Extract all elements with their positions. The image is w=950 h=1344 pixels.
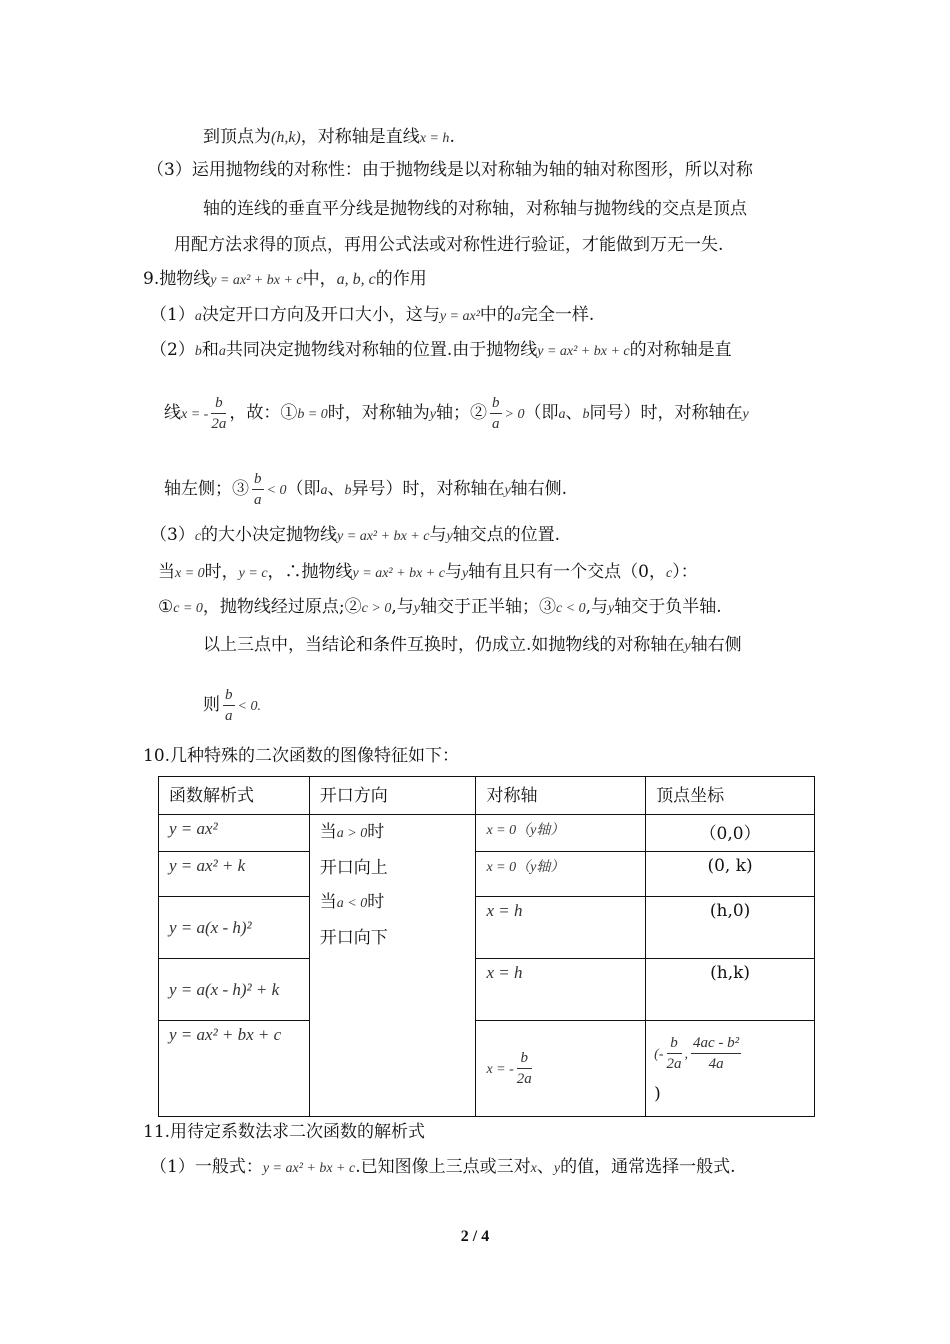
open-up-text: 开口向上: [319, 858, 388, 878]
open-down-text: 开口向下: [319, 928, 388, 948]
open-up-condition: 当a > 0时: [319, 822, 385, 842]
table-cell-formula: y = a(x - h)²: [159, 897, 310, 959]
table-header: 开口方向: [309, 777, 476, 815]
text-line-a-role: （1）a决定开口方向及开口大小，这与y = ax²中的a完全一样.: [150, 305, 595, 325]
table-cell-vertex: [646, 1021, 815, 1117]
fraction-b-a-2: $\frac{b}{a}$: [254, 471, 262, 508]
text-line-c-role: （3）c的大小决定抛物线y = ax² + bx + c与y轴交点的位置.: [150, 525, 561, 545]
fraction-b-2a-table: $\frac{b}{2a}$: [516, 1050, 532, 1087]
text-line-axis-formula: 线x = - $\frac{b}{2a}$ ，故：①b = 0时，对称轴为y轴；② $\frac{b}{a}$ > 0（即a、b同号）时，对称轴在y: [164, 395, 749, 432]
open-down-condition: 当a < 0时: [319, 892, 385, 912]
table-cell-formula: y = a(x - h)² + k: [159, 959, 310, 1021]
fraction-b-a: $\frac{b}{a}$: [492, 395, 500, 432]
table-cell-axis: x = 0（y轴）: [476, 852, 646, 897]
fraction-vertex-y: $\frac{\text{4ac - b²}}{4a}$: [693, 1035, 740, 1072]
text-line-symmetry-2: 轴的连线的垂直平分线是抛物线的对称轴，对称轴与抛物线的交点是顶点: [203, 199, 747, 219]
vertex-general-formula: (- $\frac{b}{2a}$ , $\frac{\text{4ac - b²}}{4a}$: [654, 1035, 740, 1072]
table-cell-formula: y = ax² + k: [159, 852, 310, 897]
table-row: [159, 1021, 815, 1117]
table-header: 顶点坐标: [646, 777, 815, 815]
fraction-b-2a: $\frac{b}{2a}$: [211, 395, 227, 432]
table-cell-formula: y = ax²: [159, 815, 310, 852]
text-line-symmetry: （3）运用抛物线的对称性：由于抛物线是以对称轴为轴的轴对称图形，所以对称: [147, 160, 753, 180]
fraction-vertex-x: $\frac{b}{2a}$: [666, 1035, 682, 1072]
table-cell-axis: x = - $\frac{b}{2a}$: [476, 1021, 646, 1117]
text-line-converse: 以上三点中，当结论和条件互换时，仍成立.如抛物线的对称轴在y轴右侧: [203, 635, 742, 655]
text-line-converse-2: 则 $\frac{b}{a}$ < 0.: [203, 687, 261, 724]
table-header: 对称轴: [476, 777, 646, 815]
text-line-intercept: 当x = 0时，y = c，∴抛物线y = ax² + bx + c与y轴有且只有一个交点（0，c）：: [158, 562, 698, 582]
table-cell-opening: [309, 815, 476, 1117]
text-line-vertex: 到顶点为(h,k)，对称轴是直线x = h.: [203, 127, 455, 147]
heading-11: 11.用待定系数法求二次函数的解析式: [143, 1122, 426, 1142]
table-row: [159, 852, 815, 897]
table-row: [159, 815, 815, 852]
text-line-b-role: （2）b和a共同决定抛物线对称轴的位置.由于抛物线y = ax² + bx + c的对称轴是直: [150, 340, 732, 360]
table-header: 函数解析式: [159, 777, 310, 815]
text-line-symmetry-3: 用配方法求得的顶点，再用公式法或对称性进行验证，才能做到万无一失.: [174, 235, 724, 255]
table-cell-axis: x = h: [476, 959, 646, 1021]
table-row: [159, 897, 815, 959]
heading-10: 10.几种特殊的二次函数的图像特征如下：: [143, 746, 460, 766]
table-cell-vertex: (h,0): [646, 897, 815, 959]
text-line-c-cases: ①c = 0，抛物线经过原点;②c > 0,与y轴交于正半轴；③c < 0,与y轴交于负半轴.: [158, 597, 722, 617]
fraction-b-a-3: $\frac{b}{a}$: [225, 687, 233, 724]
table-row: [159, 959, 815, 1021]
table-cell-vertex: (0, k): [646, 852, 815, 897]
table-cell-formula: y = ax² + bx + c: [159, 1021, 310, 1117]
special-functions-table: [158, 776, 815, 1117]
table-cell-vertex: (h,k): [646, 959, 815, 1021]
table-cell-axis: x = 0（y轴）: [476, 815, 646, 852]
table-cell-vertex: （0,0）: [646, 815, 815, 852]
table-cell-axis: x = h: [476, 897, 646, 959]
table-header-row: [159, 777, 815, 815]
heading-9: 9.抛物线y = ax² + bx + c中，a, b, c的作用: [143, 269, 427, 289]
text-line-general-form: （1）一般式：y = ax² + bx + c.已知图像上三点或三对x、y的值，通常选择一般式.: [150, 1157, 736, 1177]
text-line-axis-left: 轴左侧；③ $\frac{b}{a}$ < 0（即a、b异号）时，对称轴在y轴右侧.: [164, 471, 568, 508]
vertex-close-paren: ): [654, 1084, 661, 1104]
page-number: 2 / 4: [460, 1228, 490, 1245]
